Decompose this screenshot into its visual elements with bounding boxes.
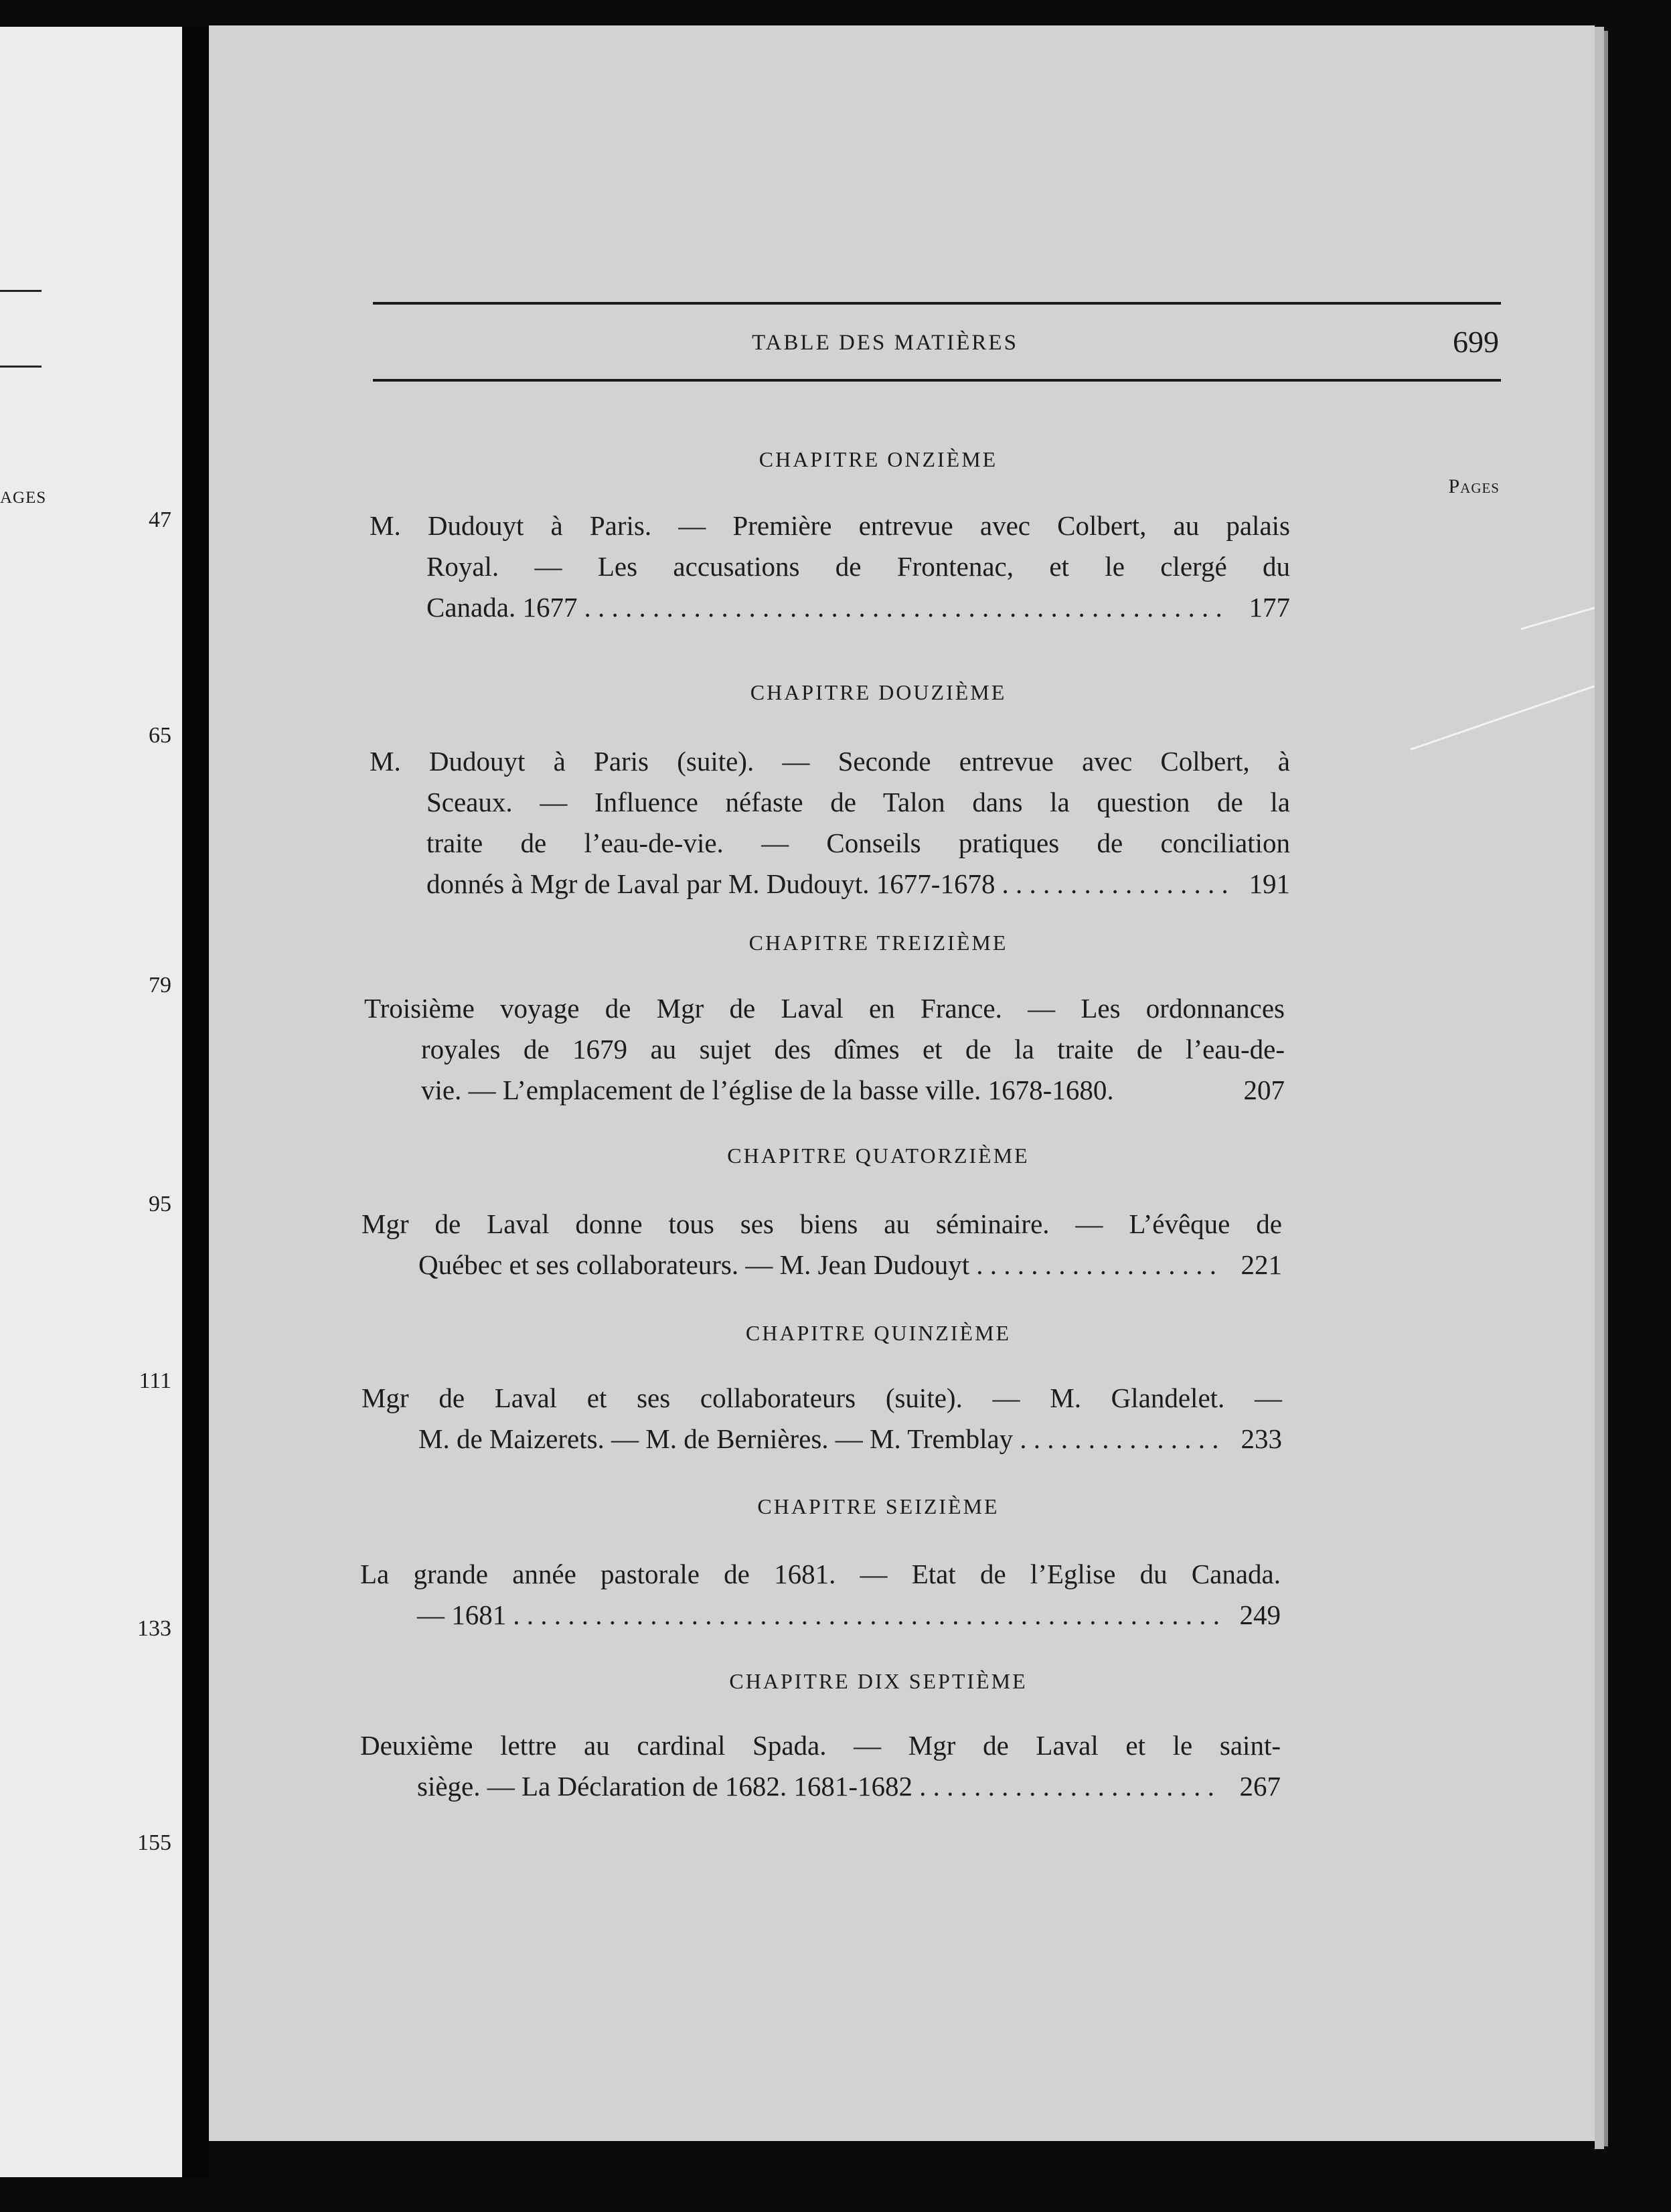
toc-entry-last-line xyxy=(364,1070,1285,1111)
toc-page-number: 233 xyxy=(1241,1423,1282,1454)
left-page-number: 111 xyxy=(139,1368,171,1393)
book-gutter xyxy=(182,27,209,2177)
left-page-number: 47 xyxy=(149,507,171,532)
toc-page-number: 221 xyxy=(1241,1249,1282,1280)
toc-entry-line: — 1681 xyxy=(417,1599,507,1630)
toc-entry xyxy=(360,1725,1281,1807)
left-page-number: 79 xyxy=(149,973,171,998)
toc-entry-line: traite de l’eau-de-vie. — Conseils pratiques de conciliation xyxy=(426,827,1290,858)
toc-entry-last-line xyxy=(370,864,1290,904)
book-page xyxy=(209,25,1595,2141)
toc-entry-line: Sceaux. — Influence néfaste de Talon dans la question de la xyxy=(426,787,1290,817)
toc-entry-last-line xyxy=(362,1419,1282,1459)
toc-page-number: 177 xyxy=(1249,592,1290,623)
toc-entry-line: royales de 1679 au sujet des dîmes et de la traite de l’eau-de- xyxy=(421,1034,1285,1064)
dot-leader xyxy=(584,587,1230,628)
toc-entry-line: vie. — L’emplacement de l’église de la basse ville. 1678-1680. xyxy=(421,1075,1114,1105)
page-edge xyxy=(1595,27,1604,2149)
left-page-number: 155 xyxy=(137,1830,171,1855)
toc-entry xyxy=(362,1378,1282,1459)
toc-entry xyxy=(370,741,1290,904)
chapter-heading: CHAPITRE DIX SEPTIÈME xyxy=(729,1669,1028,1693)
dot-leader xyxy=(919,1766,1220,1807)
chapter-heading: CHAPITRE SEIZIÈME xyxy=(757,1494,1000,1518)
left-page-number: 133 xyxy=(137,1616,171,1641)
scan-scratch xyxy=(1521,606,1595,630)
header-rule-bottom xyxy=(373,379,1501,382)
dot-leader xyxy=(1020,1419,1222,1459)
toc-entry-last-line xyxy=(362,1245,1282,1285)
toc-page-number: 207 xyxy=(1243,1075,1285,1105)
toc-entry-line: Deuxième lettre au cardinal Spada. — Mgr de Laval et le saint- xyxy=(360,1730,1281,1761)
toc-entry-line: Royal. — Les accusations de Frontenac, et le clergé du xyxy=(426,551,1290,582)
toc-page-number: 191 xyxy=(1249,868,1290,899)
toc-entry-line: Troisième voyage de Mgr de Laval en France. — Les ordonnances xyxy=(364,993,1285,1024)
chapter-heading: CHAPITRE TREIZIÈME xyxy=(748,931,1008,955)
chapter-heading: CHAPITRE QUATORZIÈME xyxy=(727,1143,1030,1168)
chapter-heading: CHAPITRE QUINZIÈME xyxy=(745,1321,1012,1345)
dot-leader xyxy=(976,1245,1222,1285)
toc-entry-line: M. de Maizerets. — M. de Bernières. — M. Tremblay xyxy=(418,1423,1014,1454)
chapter-heading: CHAPITRE ONZIÈME xyxy=(759,447,998,471)
left-page-header-fragment: AGES xyxy=(0,489,47,507)
pages-column-label: Pages xyxy=(1448,475,1500,497)
page-edge-shadow xyxy=(1604,31,1608,2146)
toc-page-number: 249 xyxy=(1239,1599,1281,1630)
page-number: 699 xyxy=(1453,325,1499,359)
toc-entry xyxy=(362,1204,1282,1285)
toc-entry-line: Mgr de Laval donne tous ses biens au séminaire. — L’évêque de xyxy=(362,1208,1282,1239)
toc-entry-last-line xyxy=(370,587,1290,628)
toc-entry xyxy=(370,505,1290,628)
toc-entry xyxy=(364,988,1285,1111)
left-page-number: 65 xyxy=(149,723,171,748)
left-page-number: 95 xyxy=(149,1192,171,1216)
toc-entry-last-line xyxy=(360,1766,1281,1807)
toc-entry-line: Mgr de Laval et ses collaborateurs (suite). — M. Glandelet. — xyxy=(362,1382,1282,1413)
scan-scratch xyxy=(1411,674,1595,750)
toc-entry-line: Canada. 1677 xyxy=(426,592,578,623)
toc-entry xyxy=(360,1554,1281,1636)
toc-entry-line: M. Dudouyt à Paris (suite). — Seconde entrevue avec Colbert, à xyxy=(370,746,1290,777)
header-rule-top xyxy=(373,302,1501,305)
toc-entry-line: M. Dudouyt à Paris. — Première entrevue avec Colbert, au palais xyxy=(370,510,1290,541)
left-page-rule-bottom xyxy=(0,366,42,368)
toc-page-number: 267 xyxy=(1239,1771,1281,1802)
left-page-rule-top xyxy=(0,290,42,292)
chapter-heading: CHAPITRE DOUZIÈME xyxy=(750,680,1007,704)
toc-entry-last-line xyxy=(360,1595,1281,1636)
toc-entry-line: donnés à Mgr de Laval par M. Dudouyt. 1677-1678 xyxy=(426,868,996,899)
dot-leader xyxy=(513,1595,1220,1636)
toc-entry-line: La grande année pastorale de 1681. — Etat de l’Eglise du Canada. xyxy=(360,1559,1281,1589)
toc-entry-line: siège. — La Déclaration de 1682. 1681-1682 xyxy=(417,1771,913,1802)
running-title: TABLE DES MATIÈRES xyxy=(752,331,1018,355)
toc-entry-line: Québec et ses collaborateurs. — M. Jean Dudouyt xyxy=(418,1249,970,1280)
dot-leader xyxy=(1002,864,1230,904)
left-page-fragment xyxy=(0,27,182,2177)
